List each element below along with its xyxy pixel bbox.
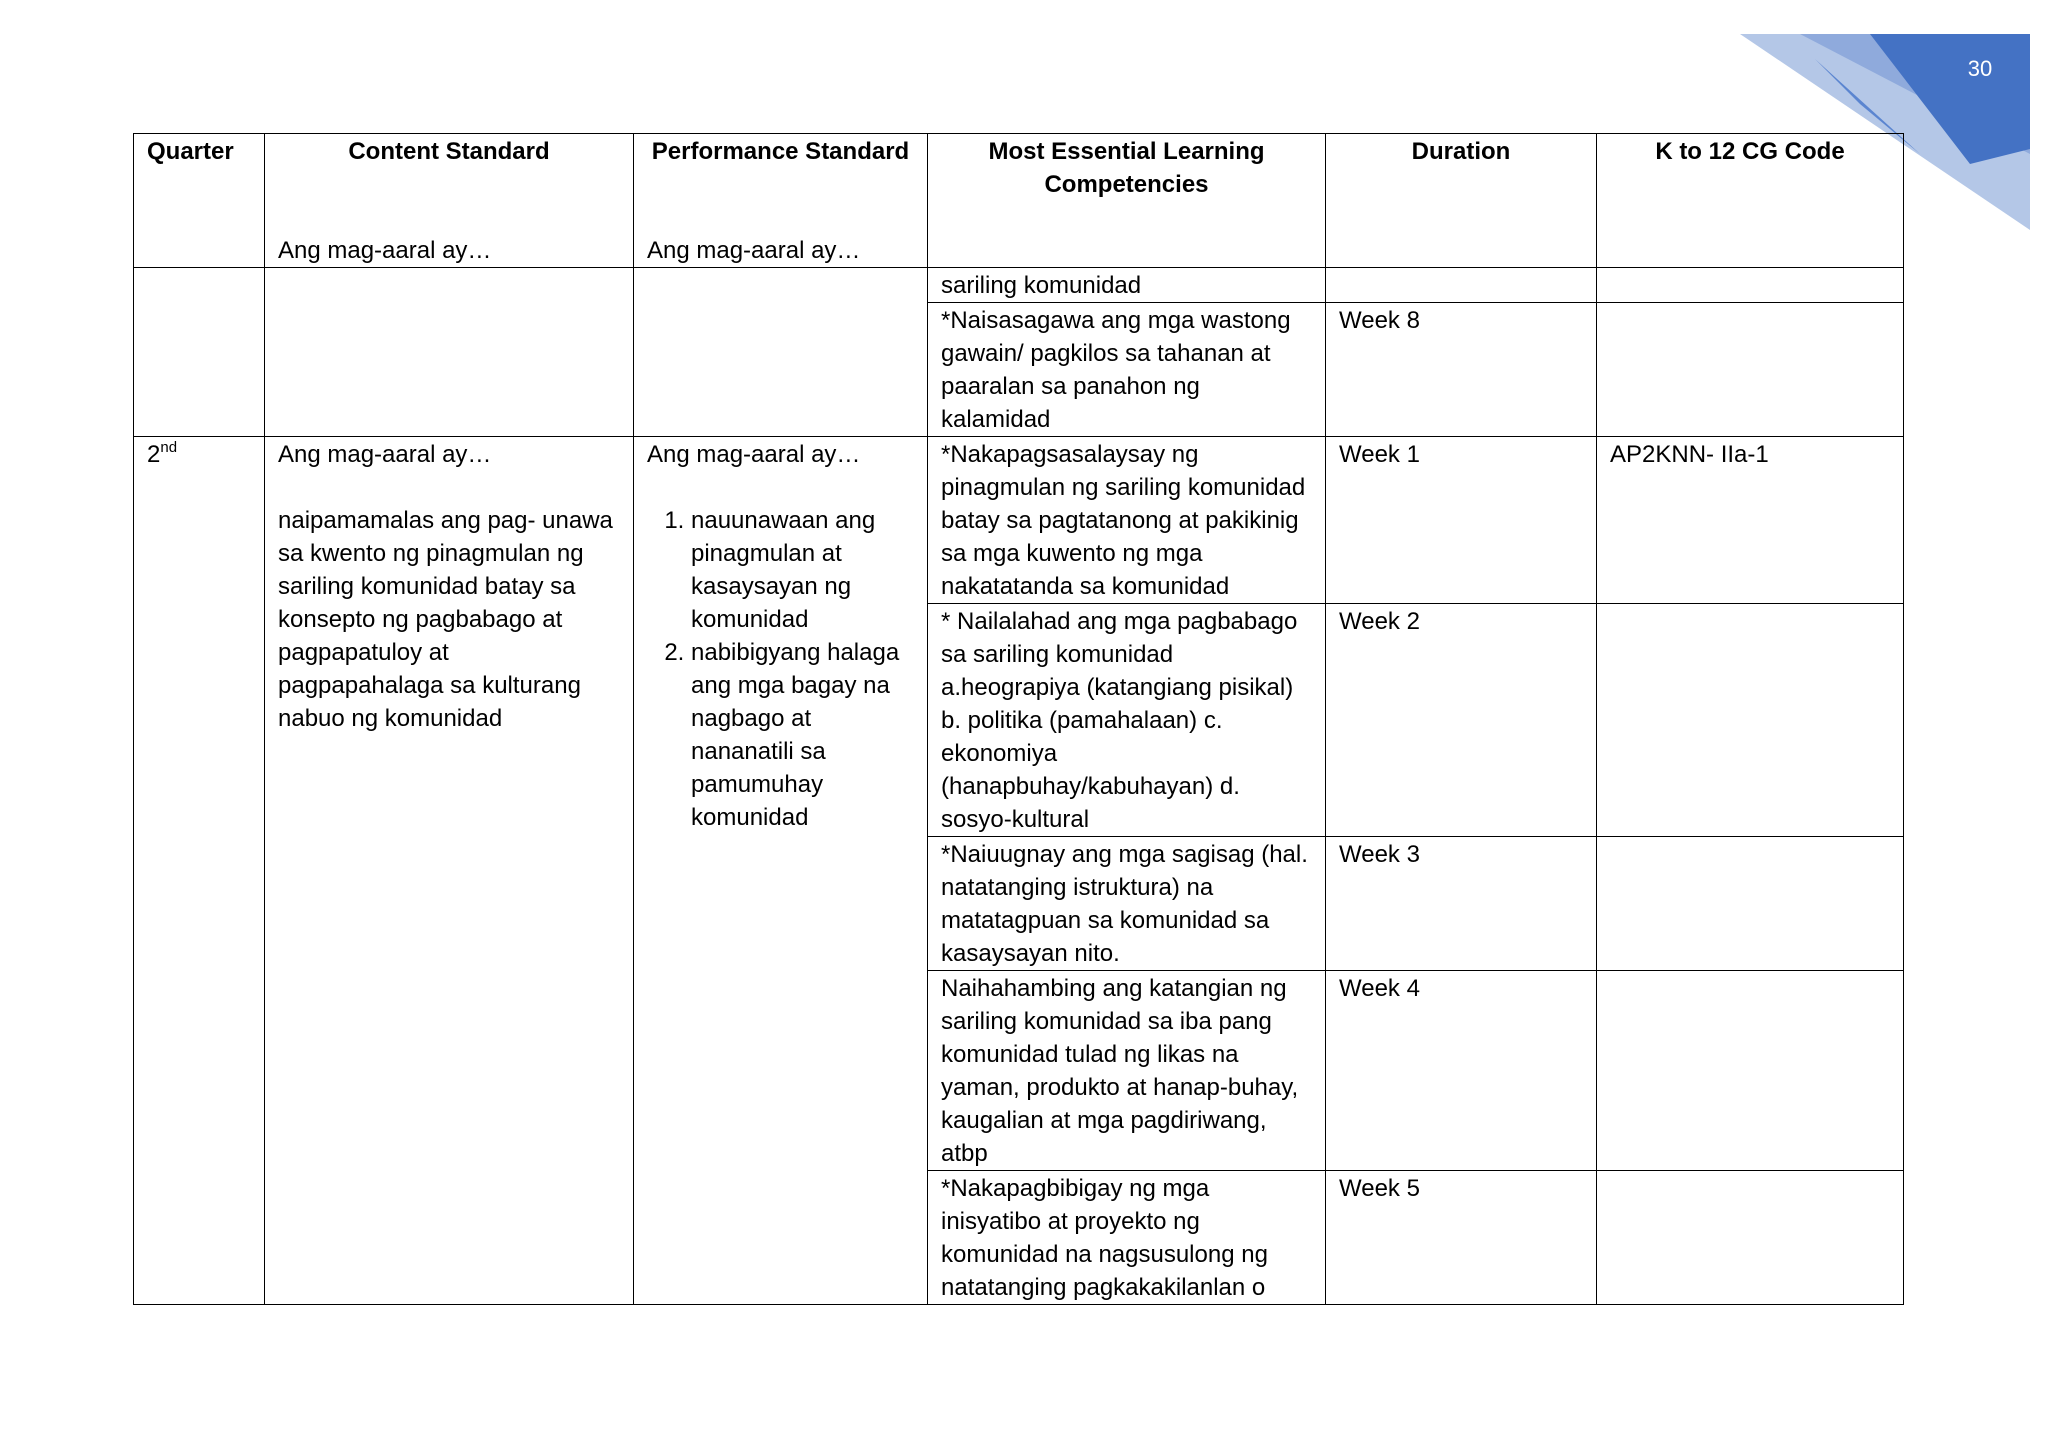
- cell-duration: [1326, 268, 1597, 303]
- cell-code: [1597, 1171, 1904, 1305]
- header-quarter: Quarter: [134, 134, 265, 268]
- header-performance-standard-title: Performance Standard: [651, 138, 910, 165]
- list-item: 1. nauunawaan ang pinagmulan at kasaysayan ng komunidad: [691, 504, 914, 636]
- cell-melc: * Nailalahad ang mga pagbabago sa sariling komunidad a.heograpiya (katangiang pisikal) b. politika (pamahalaan) c. ekonomiya (hanapbuhay/kabuhayan) d. sosyo-kultural: [928, 604, 1326, 837]
- content-standard-text: naipamamalas ang pag- unawa sa kwento ng pinagmulan ng sariling komunidad batay sa konsepto ng pagbabago at pagpapatuloy at pagpapahalaga sa kulturang nabuo ng komunidad: [278, 507, 613, 732]
- cell-duration: Week 3: [1326, 837, 1597, 971]
- header-cg-code: K to 12 CG Code: [1597, 134, 1904, 268]
- cell-melc: Naihahambing ang katangian ng sariling komunidad sa iba pang komunidad tulad ng likas na yaman, produkto at hanap-buhay, kaugalian at mga pagdiriwang, atbp: [928, 971, 1326, 1171]
- cell-code: AP2KNN- IIa-1: [1597, 437, 1904, 604]
- curriculum-table: [133, 133, 1904, 1305]
- page-number: 30: [1967, 56, 1993, 81]
- header-performance-standard-sub: Ang mag-aaral ay…: [647, 237, 861, 264]
- header-performance-standard: [634, 134, 928, 268]
- cell-melc: *Naiuugnay ang mga sagisag (hal. natatanging istruktura) na matatagpuan sa komunidad sa kasaysayan nito.: [928, 837, 1326, 971]
- cell-melc: *Nakapagbibigay ng mga inisyatibo at proyekto ng komunidad na nagsusulong ng natatanging pagkakakilanlan o: [928, 1171, 1326, 1305]
- cell-performance-continued: [634, 268, 928, 437]
- performance-standard-list: [647, 504, 914, 834]
- cell-duration: Week 5: [1326, 1171, 1597, 1305]
- cell-code: [1597, 303, 1904, 437]
- cell-melc: sariling komunidad: [928, 268, 1326, 303]
- content-standard-intro: Ang mag-aaral ay…: [278, 441, 492, 468]
- cell-code: [1597, 971, 1904, 1171]
- header-content-standard-title: Content Standard: [348, 138, 550, 165]
- cell-code: [1597, 837, 1904, 971]
- cell-melc: *Naisasagawa ang mga wastong gawain/ pagkilos sa tahanan at paaralan sa panahon ng kalamidad: [928, 303, 1326, 437]
- list-item: 2. nabibigyang halaga ang mga bagay na nagbago at nananatili sa pamumuhay komunidad: [691, 636, 914, 834]
- cell-duration: Week 8: [1326, 303, 1597, 437]
- header-content-standard: [265, 134, 634, 268]
- cell-content-standard: [265, 437, 634, 1305]
- cell-content-continued: [265, 268, 634, 437]
- cell-performance-standard: [634, 437, 928, 1305]
- cell-code: [1597, 604, 1904, 837]
- table-row: [134, 268, 1904, 303]
- header-row: [134, 134, 1904, 268]
- cell-melc: *Nakapagsasalaysay ng pinagmulan ng sariling komunidad batay sa pagtatanong at pakikinig sa mga kuwento ng mga nakatatanda sa komunidad: [928, 437, 1326, 604]
- cell-quarter-continued: [134, 268, 265, 437]
- header-content-standard-sub: Ang mag-aaral ay…: [278, 237, 492, 264]
- cell-duration: Week 1: [1326, 437, 1597, 604]
- table-row: [134, 437, 1904, 604]
- cell-duration: Week 4: [1326, 971, 1597, 1171]
- header-melc: Most Essential Learning Competencies: [928, 134, 1326, 268]
- cell-code: [1597, 268, 1904, 303]
- cell-quarter: 2nd: [134, 437, 265, 1305]
- performance-standard-intro: Ang mag-aaral ay…: [647, 441, 861, 468]
- cell-duration: Week 2: [1326, 604, 1597, 837]
- header-duration: Duration: [1326, 134, 1597, 268]
